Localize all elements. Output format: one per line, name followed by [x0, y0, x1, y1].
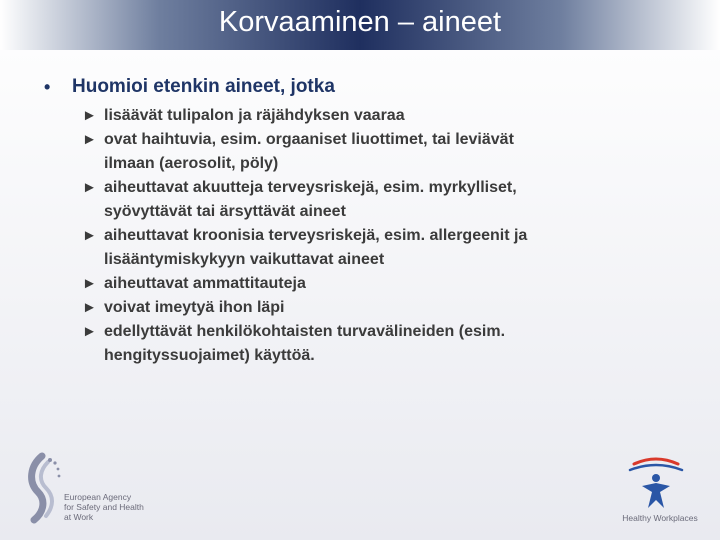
healthy-workplaces-logo	[612, 450, 702, 530]
sub-bullet	[82, 224, 642, 272]
sub-bullet-text	[104, 128, 642, 176]
sub-bullet	[82, 320, 642, 368]
eu-osha-logo-text	[64, 492, 154, 522]
arrow-bullet-icon: ►	[82, 131, 97, 148]
logo-left-line: for Safety and Health	[64, 502, 144, 512]
slide-content	[44, 76, 684, 368]
arrow-bullet-icon: ►	[82, 323, 97, 340]
sub-bullet-text	[104, 176, 642, 224]
sub-bullet	[82, 104, 642, 128]
sub-bullet	[82, 272, 642, 296]
healthy-workplaces-figure-icon	[612, 450, 702, 514]
logo-left-line: at Work	[64, 512, 94, 522]
arrow-bullet-icon: ►	[82, 299, 97, 316]
sub-bullet-line: lisäävät tulipalon ja räjähdyksen vaaraa	[104, 107, 405, 124]
sub-bullet-text	[104, 272, 642, 296]
sub-bullet-line: lisääntymiskykyyn vaikuttavat aineet	[104, 251, 385, 268]
sub-bullet-text	[104, 104, 642, 128]
arrow-bullet-icon: ►	[82, 227, 97, 244]
sub-bullet	[82, 176, 642, 224]
sub-bullet-line: aiheuttavat kroonisia terveysriskejä, esim. allergeenit ja	[104, 227, 528, 244]
sub-bullet-line: hengityssuojaimet) käyttöä.	[104, 347, 315, 364]
sub-bullet	[82, 128, 642, 176]
sub-bullet-line: ovat haihtuvia, esim. orgaaniset liuottimet, tai leviävät	[104, 131, 514, 148]
sub-bullet-text	[104, 320, 642, 368]
main-bullet	[44, 76, 684, 98]
eu-osha-logo	[24, 452, 154, 524]
sub-bullet-line: voivat imeytyä ihon läpi	[104, 299, 285, 316]
sub-bullet-line: edellyttävät henkilökohtaisten turvavälineiden (esim.	[104, 323, 506, 340]
logo-left-line: European Agency	[64, 492, 132, 502]
sub-bullet-line: aiheuttavat ammattitauteja	[104, 275, 306, 292]
sub-bullet-list	[82, 104, 684, 368]
arrow-bullet-icon: ►	[82, 107, 97, 124]
sub-bullet-line: syövyttävät tai ärsyttävät aineet	[104, 203, 346, 220]
bullet-dot: •	[44, 77, 51, 97]
arrow-bullet-icon: ►	[82, 275, 97, 292]
slide-title: Korvaaminen – aineet	[218, 6, 502, 38]
healthy-workplaces-text: Healthy Workplaces	[622, 513, 698, 523]
sub-bullet-text	[104, 296, 642, 320]
sub-bullet	[82, 296, 642, 320]
eu-osha-emblem-icon	[24, 452, 68, 524]
arrow-bullet-icon: ►	[82, 179, 97, 196]
main-bullet-text: Huomioi etenkin aineet, jotka	[72, 76, 335, 97]
sub-bullet-text	[104, 224, 642, 272]
sub-bullet-line: aiheuttavat akuutteja terveysriskejä, esim. myrkylliset,	[104, 179, 517, 196]
sub-bullet-line: ilmaan (aerosolit, pöly)	[104, 155, 279, 172]
